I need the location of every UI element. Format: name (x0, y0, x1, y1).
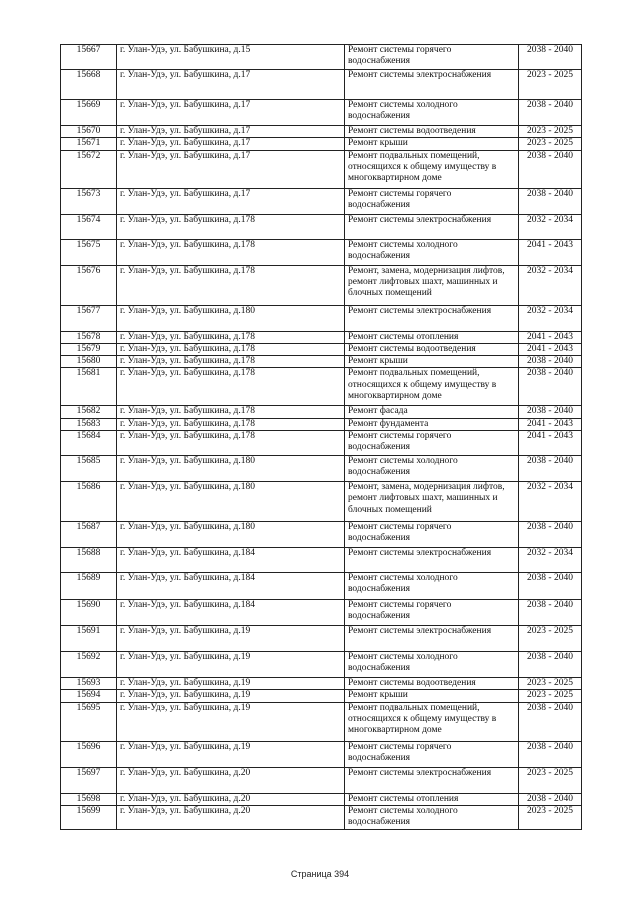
cell-work-type: Ремонт подвальных помещений, относящихся к общему имуществу в многоквартирном доме (345, 702, 519, 741)
cell-work-type: Ремонт подвальных помещений, относящихся к общему имуществу в многоквартирном доме (345, 368, 519, 406)
cell-address: г. Улан-Удэ, ул. Бабушкина, д.17 (117, 150, 345, 188)
cell-address: г. Улан-Удэ, ул. Бабушкина, д.184 (117, 548, 345, 573)
cell-work-type: Ремонт, замена, модернизация лифтов, ремонт лифтовых шахт, машинных и блочных помещений (345, 482, 519, 522)
cell-period: 2023 - 2025 (519, 126, 582, 138)
cell-work-type: Ремонт системы отопления (345, 793, 519, 805)
cell-work-type: Ремонт системы горячего водоснабжения (345, 522, 519, 548)
cell-period: 2023 - 2025 (519, 70, 582, 100)
cell-work-type: Ремонт системы электроснабжения (345, 626, 519, 652)
cell-work-type: Ремонт системы горячего водоснабжения (345, 741, 519, 767)
cell-number: 15683 (61, 418, 117, 430)
table-row (61, 767, 582, 793)
cell-address: г. Улан-Удэ, ул. Бабушкина, д.20 (117, 767, 345, 793)
cell-address: г. Улан-Удэ, ул. Бабушкина, д.19 (117, 702, 345, 741)
cell-work-type: Ремонт подвальных помещений, относящихся к общему имуществу в многоквартирном доме (345, 150, 519, 188)
table-row (61, 702, 582, 741)
cell-work-type: Ремонт системы водоотведения (345, 126, 519, 138)
cell-address: г. Улан-Удэ, ул. Бабушкина, д.19 (117, 690, 345, 702)
cell-address: г. Улан-Удэ, ул. Бабушкина, д.20 (117, 805, 345, 829)
cell-address: г. Улан-Удэ, ул. Бабушкина, д.17 (117, 100, 345, 126)
table-row (61, 573, 582, 600)
table-row (61, 188, 582, 214)
cell-address: г. Улан-Удэ, ул. Бабушкина, д.178 (117, 406, 345, 418)
cell-address: г. Улан-Удэ, ул. Бабушкина, д.178 (117, 214, 345, 239)
cell-work-type: Ремонт системы отопления (345, 331, 519, 343)
cell-work-type: Ремонт системы горячего водоснабжения (345, 45, 519, 70)
cell-work-type: Ремонт системы холодного водоснабжения (345, 805, 519, 829)
table-row (61, 150, 582, 188)
table-row (61, 652, 582, 678)
cell-period: 2032 - 2034 (519, 548, 582, 573)
cell-number: 15670 (61, 126, 117, 138)
cell-work-type: Ремонт системы электроснабжения (345, 214, 519, 239)
table-row (61, 214, 582, 239)
cell-period: 2038 - 2040 (519, 522, 582, 548)
cell-period: 2038 - 2040 (519, 356, 582, 368)
cell-address: г. Улан-Удэ, ул. Бабушкина, д.180 (117, 482, 345, 522)
cell-period: 2032 - 2034 (519, 482, 582, 522)
cell-work-type: Ремонт системы водоотведения (345, 678, 519, 690)
cell-number: 15696 (61, 741, 117, 767)
cell-period: 2038 - 2040 (519, 456, 582, 482)
table-row (61, 456, 582, 482)
table-row (61, 265, 582, 305)
cell-period: 2023 - 2025 (519, 626, 582, 652)
cell-number: 15689 (61, 573, 117, 600)
cell-work-type: Ремонт, замена, модернизация лифтов, ремонт лифтовых шахт, машинных и блочных помещений (345, 265, 519, 305)
cell-address: г. Улан-Удэ, ул. Бабушкина, д.19 (117, 678, 345, 690)
cell-number: 15690 (61, 600, 117, 626)
table-row (61, 600, 582, 626)
cell-period: 2038 - 2040 (519, 741, 582, 767)
cell-work-type: Ремонт фасада (345, 406, 519, 418)
table-row (61, 343, 582, 355)
cell-number: 15687 (61, 522, 117, 548)
cell-period: 2041 - 2043 (519, 418, 582, 430)
cell-period: 2038 - 2040 (519, 702, 582, 741)
cell-number: 15693 (61, 678, 117, 690)
cell-number: 15691 (61, 626, 117, 652)
table-row (61, 70, 582, 100)
table-row (61, 406, 582, 418)
cell-address: г. Улан-Удэ, ул. Бабушкина, д.178 (117, 331, 345, 343)
cell-number: 15668 (61, 70, 117, 100)
cell-number: 15678 (61, 331, 117, 343)
cell-period: 2038 - 2040 (519, 188, 582, 214)
cell-number: 15692 (61, 652, 117, 678)
cell-number: 15669 (61, 100, 117, 126)
cell-address: г. Улан-Удэ, ул. Бабушкина, д.184 (117, 600, 345, 626)
cell-work-type: Ремонт системы холодного водоснабжения (345, 239, 519, 265)
cell-number: 15686 (61, 482, 117, 522)
cell-address: г. Улан-Удэ, ул. Бабушкина, д.178 (117, 431, 345, 456)
table-row (61, 548, 582, 573)
capital-repair-table (60, 44, 582, 830)
table-row (61, 793, 582, 805)
cell-number: 15697 (61, 767, 117, 793)
cell-number: 15676 (61, 265, 117, 305)
cell-address: г. Улан-Удэ, ул. Бабушкина, д.17 (117, 188, 345, 214)
cell-address: г. Улан-Удэ, ул. Бабушкина, д.178 (117, 239, 345, 265)
cell-address: г. Улан-Удэ, ул. Бабушкина, д.180 (117, 456, 345, 482)
cell-period: 2023 - 2025 (519, 678, 582, 690)
cell-work-type: Ремонт системы горячего водоснабжения (345, 188, 519, 214)
cell-number: 15672 (61, 150, 117, 188)
page-number-footer: Страница 394 (290, 869, 350, 879)
cell-work-type: Ремонт крыши (345, 356, 519, 368)
table-row (61, 678, 582, 690)
table-body (61, 45, 582, 830)
table-row (61, 626, 582, 652)
cell-number: 15688 (61, 548, 117, 573)
cell-number: 15694 (61, 690, 117, 702)
cell-period: 2038 - 2040 (519, 150, 582, 188)
cell-number: 15699 (61, 805, 117, 829)
cell-period: 2038 - 2040 (519, 406, 582, 418)
cell-address: г. Улан-Удэ, ул. Бабушкина, д.180 (117, 522, 345, 548)
table-row (61, 368, 582, 406)
cell-number: 15675 (61, 239, 117, 265)
cell-number: 15684 (61, 431, 117, 456)
cell-period: 2023 - 2025 (519, 767, 582, 793)
cell-address: г. Улан-Удэ, ул. Бабушкина, д.178 (117, 418, 345, 430)
cell-address: г. Улан-Удэ, ул. Бабушкина, д.184 (117, 573, 345, 600)
table-row (61, 690, 582, 702)
cell-address: г. Улан-Удэ, ул. Бабушкина, д.19 (117, 741, 345, 767)
cell-address: г. Улан-Удэ, ул. Бабушкина, д.178 (117, 343, 345, 355)
cell-number: 15698 (61, 793, 117, 805)
cell-period: 2038 - 2040 (519, 100, 582, 126)
cell-work-type: Ремонт системы холодного водоснабжения (345, 652, 519, 678)
cell-number: 15667 (61, 45, 117, 70)
cell-period: 2023 - 2025 (519, 690, 582, 702)
cell-work-type: Ремонт системы горячего водоснабжения (345, 600, 519, 626)
cell-work-type: Ремонт системы холодного водоснабжения (345, 100, 519, 126)
cell-address: г. Улан-Удэ, ул. Бабушкина, д.178 (117, 368, 345, 406)
cell-period: 2032 - 2034 (519, 265, 582, 305)
cell-period: 2038 - 2040 (519, 368, 582, 406)
cell-address: г. Улан-Удэ, ул. Бабушкина, д.178 (117, 356, 345, 368)
cell-work-type: Ремонт системы холодного водоснабжения (345, 456, 519, 482)
cell-period: 2038 - 2040 (519, 793, 582, 805)
cell-period: 2032 - 2034 (519, 305, 582, 331)
table-row (61, 138, 582, 150)
table-row (61, 356, 582, 368)
cell-period: 2038 - 2040 (519, 573, 582, 600)
cell-number: 15681 (61, 368, 117, 406)
cell-work-type: Ремонт системы электроснабжения (345, 70, 519, 100)
cell-work-type: Ремонт крыши (345, 690, 519, 702)
table-row (61, 522, 582, 548)
cell-number: 15682 (61, 406, 117, 418)
cell-period: 2032 - 2034 (519, 214, 582, 239)
cell-address: г. Улан-Удэ, ул. Бабушкина, д.19 (117, 652, 345, 678)
table-row (61, 45, 582, 70)
cell-number: 15671 (61, 138, 117, 150)
cell-number: 15680 (61, 356, 117, 368)
cell-period: 2041 - 2043 (519, 343, 582, 355)
cell-period: 2038 - 2040 (519, 600, 582, 626)
cell-address: г. Улан-Удэ, ул. Бабушкина, д.15 (117, 45, 345, 70)
table-row (61, 805, 582, 829)
cell-period: 2041 - 2043 (519, 331, 582, 343)
cell-work-type: Ремонт системы электроснабжения (345, 767, 519, 793)
cell-period: 2038 - 2040 (519, 652, 582, 678)
cell-number: 15677 (61, 305, 117, 331)
cell-work-type: Ремонт фундамента (345, 418, 519, 430)
cell-number: 15695 (61, 702, 117, 741)
cell-number: 15674 (61, 214, 117, 239)
cell-period: 2038 - 2040 (519, 45, 582, 70)
table-row (61, 331, 582, 343)
table-row (61, 305, 582, 331)
cell-address: г. Улан-Удэ, ул. Бабушкина, д.17 (117, 138, 345, 150)
table-row (61, 431, 582, 456)
cell-work-type: Ремонт системы горячего водоснабжения (345, 431, 519, 456)
cell-period: 2041 - 2043 (519, 239, 582, 265)
cell-number: 15679 (61, 343, 117, 355)
table-row (61, 100, 582, 126)
cell-address: г. Улан-Удэ, ул. Бабушкина, д.17 (117, 70, 345, 100)
cell-work-type: Ремонт системы водоотведения (345, 343, 519, 355)
table-row (61, 126, 582, 138)
cell-work-type: Ремонт системы электроснабжения (345, 548, 519, 573)
cell-address: г. Улан-Удэ, ул. Бабушкина, д.19 (117, 626, 345, 652)
cell-work-type: Ремонт системы холодного водоснабжения (345, 573, 519, 600)
cell-work-type: Ремонт системы электроснабжения (345, 305, 519, 331)
table-row (61, 418, 582, 430)
cell-work-type: Ремонт крыши (345, 138, 519, 150)
cell-period: 2023 - 2025 (519, 138, 582, 150)
cell-address: г. Улан-Удэ, ул. Бабушкина, д.17 (117, 126, 345, 138)
cell-period: 2041 - 2043 (519, 431, 582, 456)
cell-number: 15685 (61, 456, 117, 482)
cell-address: г. Улан-Удэ, ул. Бабушкина, д.180 (117, 305, 345, 331)
cell-period: 2023 - 2025 (519, 805, 582, 829)
table-row (61, 482, 582, 522)
table-row (61, 741, 582, 767)
table-row (61, 239, 582, 265)
cell-address: г. Улан-Удэ, ул. Бабушкина, д.178 (117, 265, 345, 305)
cell-address: г. Улан-Удэ, ул. Бабушкина, д.20 (117, 793, 345, 805)
cell-number: 15673 (61, 188, 117, 214)
